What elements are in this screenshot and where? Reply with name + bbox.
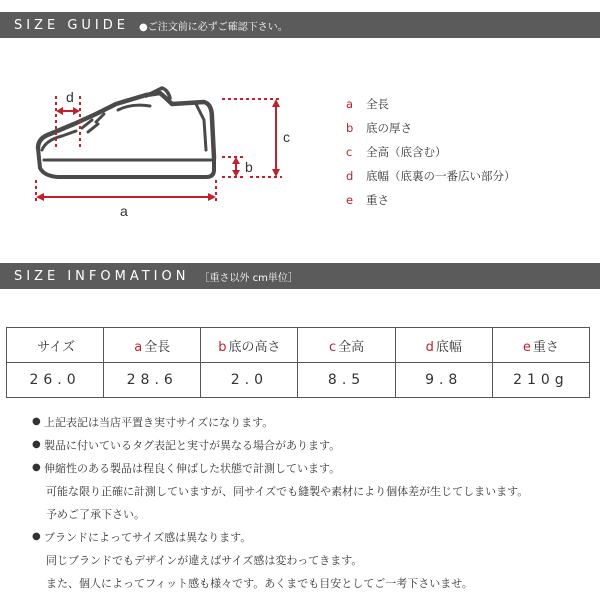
size-guide-subtitle: ●ご注文前に必ずご確認下さい。 [139, 21, 288, 33]
legend-label: 重さ [366, 193, 389, 207]
measurement-legend [346, 92, 516, 212]
table-header-cell: e 重さ [492, 328, 589, 363]
notes-list [32, 410, 592, 594]
table-cell: 28.6 [104, 363, 201, 398]
note-text: ブランドによってサイズ感は異なります。 [44, 530, 252, 544]
table-header-cell: b 底の高さ [201, 328, 298, 363]
legend-key: b [346, 121, 354, 135]
note-text: 上記表記は当店平置き実寸サイズになります。 [44, 415, 274, 429]
label-b: b [245, 159, 253, 175]
legend-label: 底幅（底裏の一番広い部分） [366, 169, 516, 183]
legend-label: 全長 [366, 97, 389, 111]
note-text: 可能な限り正確に計測していますが、同サイズでも縫製や素材により個体差が生じてしまいます。 [46, 484, 529, 498]
dimension-a [36, 180, 216, 202]
note-text: また、個人によってフィット感も様々です。あくまでも目安としてご一考下さいませ。 [46, 576, 473, 590]
note-item [32, 410, 592, 433]
table-cell: 8.5 [298, 363, 395, 398]
size-information-title: SIZE INFOMATION [14, 268, 190, 284]
table-cell: 2.0 [201, 363, 298, 398]
table-header-cell: a 全長 [104, 328, 201, 363]
measurement-lines [36, 96, 282, 202]
legend-item [346, 164, 516, 188]
label-c: c [283, 129, 290, 145]
table-header-cell: d 底幅 [395, 328, 492, 363]
table-cell: 26.0 [7, 363, 104, 398]
table-header-row [7, 328, 590, 363]
size-information-subtitle: ［重さ以外 cm単位］ [199, 272, 298, 284]
legend-key: c [346, 145, 353, 159]
legend-item [346, 116, 516, 140]
legend-key: e [346, 193, 354, 207]
size-information-header [0, 263, 600, 289]
note-item [32, 525, 592, 548]
legend-item [346, 140, 516, 164]
table-cell: 210g [492, 363, 589, 398]
label-a: a [120, 203, 128, 219]
note-text: 同じブランドでもデザインが違えばサイズ感は変わってきます。 [46, 553, 363, 567]
legend-label: 全高（底含む） [366, 145, 447, 159]
legend-key: d [346, 169, 354, 183]
note-item [32, 479, 592, 502]
note-item [32, 548, 592, 571]
note-text: 予めご了承下さい。 [46, 507, 145, 521]
note-item [32, 456, 592, 479]
note-text: 製品に付いているタグ表記と実寸が異なる場合があります。 [44, 438, 341, 452]
table-row [7, 363, 590, 398]
bullet-icon: ● [32, 531, 41, 542]
bullet-icon: ● [32, 439, 41, 450]
bullet-icon: ● [32, 416, 41, 427]
note-item [32, 433, 592, 456]
size-guide-header [0, 12, 600, 38]
table-header-cell: サイズ [7, 328, 104, 363]
note-item [32, 571, 592, 594]
dimension-b [222, 157, 246, 177]
legend-label: 底の厚さ [366, 121, 412, 135]
note-text: 伸縮性のある製品は程良く伸ばした状態で計測しています。 [44, 461, 341, 475]
size-guide-title: SIZE GUIDE [14, 17, 129, 33]
note-item [32, 502, 592, 525]
sneaker-illustration [38, 88, 214, 177]
size-table [6, 327, 590, 398]
legend-item [346, 188, 516, 212]
label-d: d [66, 89, 74, 105]
bullet-icon: ● [32, 462, 41, 473]
legend-item [346, 92, 516, 116]
table-header-cell: c 全高 [298, 328, 395, 363]
legend-key: a [346, 97, 354, 111]
table-cell: 9.8 [395, 363, 492, 398]
